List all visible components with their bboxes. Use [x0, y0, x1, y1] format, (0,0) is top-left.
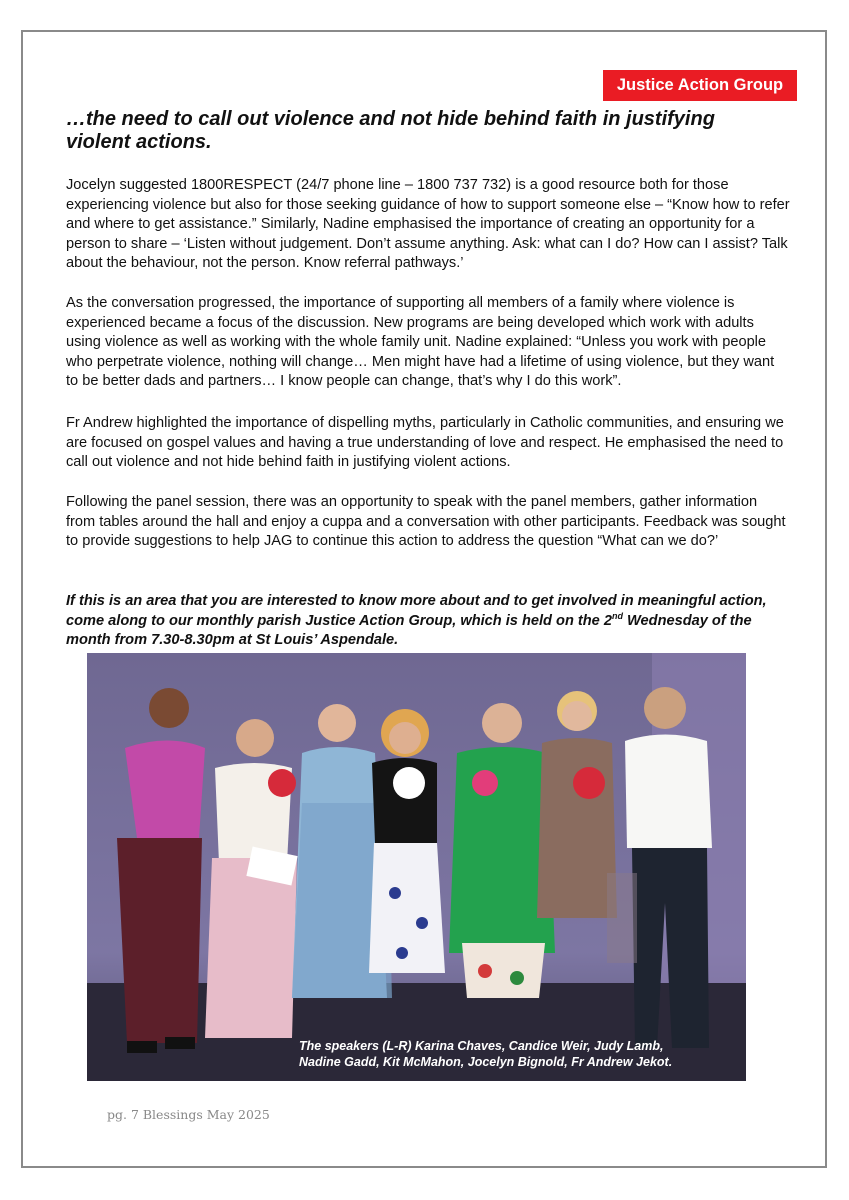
speakers-photo [87, 653, 746, 1081]
headline-line-1: …the need to call out violence and not hide behind faith in justifying [66, 108, 715, 130]
invite-paragraph [66, 592, 790, 651]
section-badge: Justice Action Group [603, 70, 797, 101]
caption-line-1: The speakers (L-R) Karina Chaves, Candice Weir, Judy Lamb, [299, 1039, 664, 1053]
invite-superscript: nd [611, 610, 623, 621]
invite-text-end: Wednesday of the month from 7.30-8.30pm at St Louis’ Aspendale. [66, 612, 752, 648]
paragraph-family-support: As the conversation progressed, the importance of supporting all members of a family where violence is experienced became a focus of the discussion. New programs are being developed which work with adults using violence as well as working with the whole family unit. Nadine explained: “Unless you work with people who perpetrate violence, nothing will change… Men might have had a lifetime of using violence, but they want to be better dads and partners… I know people can change, that’s why I do this work”. [66, 295, 775, 389]
headline-line-2: violent actions. [66, 131, 212, 153]
paragraph-fr-andrew: Fr Andrew highlighted the importance of dispelling myths, particularly in Catholic communities, and ensuring we are focused on gospel values and having a true understanding of love and respect. He emphasised the need to call out violence and not hide behind faith in justifying violent actions. [66, 415, 784, 470]
paragraph-panel-session: Following the panel session, there was an opportunity to speak with the panel members, gather information from tables around the hall and enjoy a cuppa and a conversation with other participants. Feedback was sought to provide suggestions to help JAG to continue this action to address the question “What can we do?’ [66, 494, 786, 549]
invite-text-start: If this is an area that you are interested to know more about and to get involved in meaningful action, come along to our monthly parish Justice Action Group, which is held on the 2 [66, 593, 767, 629]
headline [66, 108, 786, 154]
speakers-photo-illustration [87, 653, 746, 1081]
caption-line-2: Nadine Gadd, Kit McMahon, Jocelyn Bignold, Fr Andrew Jekot. [299, 1055, 673, 1069]
photo-caption [299, 1038, 739, 1070]
paragraph-1800respect: Jocelyn suggested 1800RESPECT (24/7 phone line – 1800 737 732) is a good resource both for those experiencing violence but also for those seeking guidance of how to support someone else – “Know how to refer and where to get assistance.” Similarly, Nadine emphasised the importance of creating an opportunity for a person to share – ‘Listen without judgement. Don’t assume anything. Ask: what can I do? How can I assist? Talk about the behaviour, not the person. Know referral pathways.’ [66, 177, 790, 271]
page-footer: pg. 7 Blessings May 2025 [107, 1107, 270, 1122]
